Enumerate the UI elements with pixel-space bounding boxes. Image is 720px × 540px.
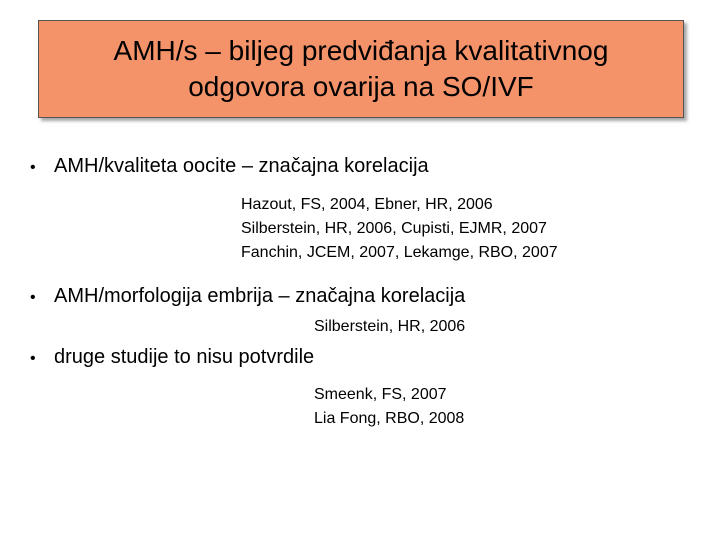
reference-line: Fanchin, JCEM, 2007, Lekamge, RBO, 2007 [241, 244, 558, 261]
slide-title-line-1: AMH/s – biljeg predviđanja kvalitativnog [113, 35, 609, 66]
bullet-text: AMH/kvaliteta oocite – značajna korelacija [54, 155, 429, 177]
bullet-item [30, 346, 314, 369]
reference-line: Silberstein, HR, 2006, Cupisti, EJMR, 2007 [241, 220, 547, 237]
bullet-item [30, 155, 429, 178]
slide-title-box [38, 20, 684, 118]
reference-line: Smeenk, FS, 2007 [314, 386, 447, 403]
reference-line: Lia Fong, RBO, 2008 [314, 410, 465, 427]
reference-line: Silberstein, HR, 2006 [314, 318, 466, 335]
bullet-dot-icon: • [30, 350, 36, 367]
slide-title-line-2: odgovora ovarija na SO/IVF [188, 71, 534, 102]
reference-line: Hazout, FS, 2004, Ebner, HR, 2006 [241, 196, 493, 213]
bullet-dot-icon: • [30, 159, 36, 176]
reference-list [314, 383, 464, 431]
reference-list [314, 315, 465, 339]
bullet-dot-icon: • [30, 289, 36, 306]
bullet-item [30, 285, 465, 308]
reference-list [241, 193, 558, 265]
bullet-text: druge studije to nisu potvrdile [54, 346, 315, 368]
bullet-text: AMH/morfologija embrija – značajna korelacija [54, 285, 466, 307]
